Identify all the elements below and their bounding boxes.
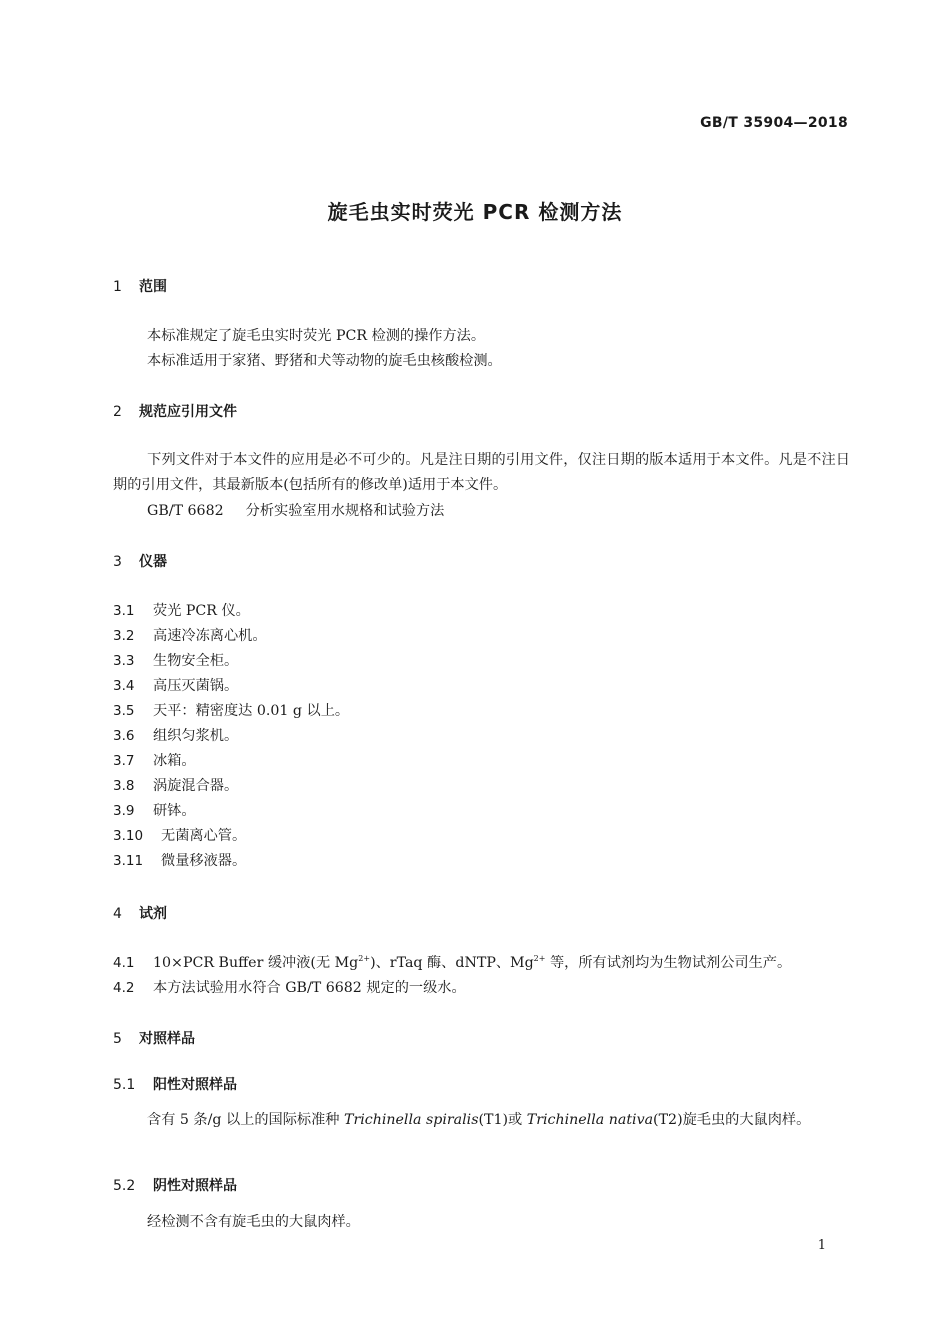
- reagent-item-1: [113, 952, 791, 972]
- subsection-title: 阴性对照样品: [153, 1178, 237, 1194]
- species-name: Trichinella nativa: [526, 1112, 654, 1128]
- subsection-5-2-paragraph: 经检测不含有旋毛虫的大鼠肉样。: [147, 1214, 360, 1230]
- paragraph-text: 含有 5 条/g 以上的国际标准种: [147, 1112, 344, 1128]
- subsection-5-1-heading: [113, 1074, 237, 1094]
- superscript: 2+: [358, 954, 371, 963]
- document-title: 旋毛虫实时荧光 PCR 检测方法: [327, 200, 623, 224]
- item-text: 涡旋混合器。: [153, 778, 239, 794]
- instrument-item: [113, 650, 238, 670]
- item-text: 天平：精密度达 0.01 g 以上。: [153, 703, 350, 719]
- subsection-5-2-heading: [113, 1175, 237, 1195]
- reagent-item-2: [113, 977, 466, 997]
- page-number: 1: [817, 1238, 826, 1253]
- section-2-heading: [113, 401, 237, 421]
- item-text: )、rTaq 酶、dNTP、Mg: [370, 955, 534, 971]
- item-number: 3.2: [113, 628, 135, 644]
- item-text: 微量移液器。: [161, 853, 247, 869]
- reference-title: 分析实验室用水规格和试验方法: [245, 503, 445, 519]
- section-number: 1: [113, 279, 122, 295]
- instrument-item: [113, 625, 267, 645]
- species-name: Trichinella spiralis: [344, 1112, 479, 1128]
- instrument-item: [113, 825, 246, 845]
- item-number: 3.4: [113, 678, 135, 694]
- item-text: 10×PCR Buffer 缓冲液(无 Mg: [153, 955, 359, 971]
- instrument-item: [113, 675, 238, 695]
- instrument-item: [113, 850, 246, 870]
- superscript: 2+: [533, 954, 546, 963]
- item-text: 等，所有试剂均为生物试剂公司生产。: [545, 955, 792, 971]
- item-text: 无菌离心管。: [161, 828, 247, 844]
- item-number: 3.7: [113, 753, 135, 769]
- section-5-heading: [113, 1028, 195, 1048]
- section-title: 规范应引用文件: [139, 404, 237, 420]
- subsection-number: 5.2: [113, 1178, 136, 1194]
- section-1-paragraph-1: 本标准规定了旋毛虫实时荧光 PCR 检测的操作方法。: [147, 328, 486, 344]
- instrument-item: [113, 800, 196, 820]
- section-title: 仪器: [139, 554, 167, 570]
- item-number: 3.10: [113, 828, 144, 844]
- reference-code: GB/T 6682: [147, 503, 224, 519]
- section-3-heading: [113, 551, 167, 571]
- instrument-item: [113, 700, 349, 720]
- item-number: 3.9: [113, 803, 135, 819]
- instrument-item: [113, 725, 238, 745]
- item-text: 高压灭菌锅。: [153, 678, 239, 694]
- instrument-item: [113, 600, 250, 620]
- item-number: 4.2: [113, 980, 135, 996]
- section-number: 3: [113, 554, 122, 570]
- instrument-item: [113, 750, 196, 770]
- section-number: 4: [113, 906, 122, 922]
- section-number: 5: [113, 1031, 122, 1047]
- section-title: 对照样品: [139, 1031, 195, 1047]
- standard-number: GB/T 35904—2018: [700, 115, 848, 131]
- item-text: 组织匀浆机。: [153, 728, 239, 744]
- item-text: 高速冷冻离心机。: [153, 628, 267, 644]
- item-number: 3.6: [113, 728, 135, 744]
- subsection-5-1-paragraph: [113, 1108, 850, 1133]
- item-text: 荧光 PCR 仪。: [153, 603, 250, 619]
- item-number: 3.3: [113, 653, 135, 669]
- paragraph-text: 下列文件对于本文件的应用是必不可少的。凡是注日期的引用文件，仅注日期的版本适用于本文件。凡是不注日期的引用文件，其最新版本(包括所有的修改单)适用于本文件。: [113, 452, 850, 493]
- paragraph-text: (T1)或: [478, 1112, 527, 1128]
- subsection-number: 5.1: [113, 1077, 136, 1093]
- item-number: 3.5: [113, 703, 135, 719]
- subsection-title: 阳性对照样品: [153, 1077, 237, 1093]
- paragraph-text: (T2)旋毛虫的大鼠肉样。: [653, 1112, 811, 1128]
- item-text: 冰箱。: [153, 753, 196, 769]
- section-2-paragraph: [113, 448, 850, 498]
- item-text: 研钵。: [153, 803, 196, 819]
- item-number: 3.8: [113, 778, 135, 794]
- section-4-heading: [113, 903, 167, 923]
- item-text: 生物安全柜。: [153, 653, 239, 669]
- section-1-heading: [113, 276, 167, 296]
- section-number: 2: [113, 404, 122, 420]
- section-1-paragraph-2: 本标准适用于家猪、野猪和犬等动物的旋毛虫核酸检测。: [147, 353, 502, 369]
- section-title: 试剂: [139, 906, 167, 922]
- section-title: 范围: [139, 279, 167, 295]
- instrument-item: [113, 775, 238, 795]
- item-number: 3.1: [113, 603, 135, 619]
- item-number: 4.1: [113, 955, 135, 971]
- item-number: 3.11: [113, 853, 144, 869]
- normative-reference: [147, 500, 444, 520]
- item-text: 本方法试验用水符合 GB/T 6682 规定的一级水。: [153, 980, 466, 996]
